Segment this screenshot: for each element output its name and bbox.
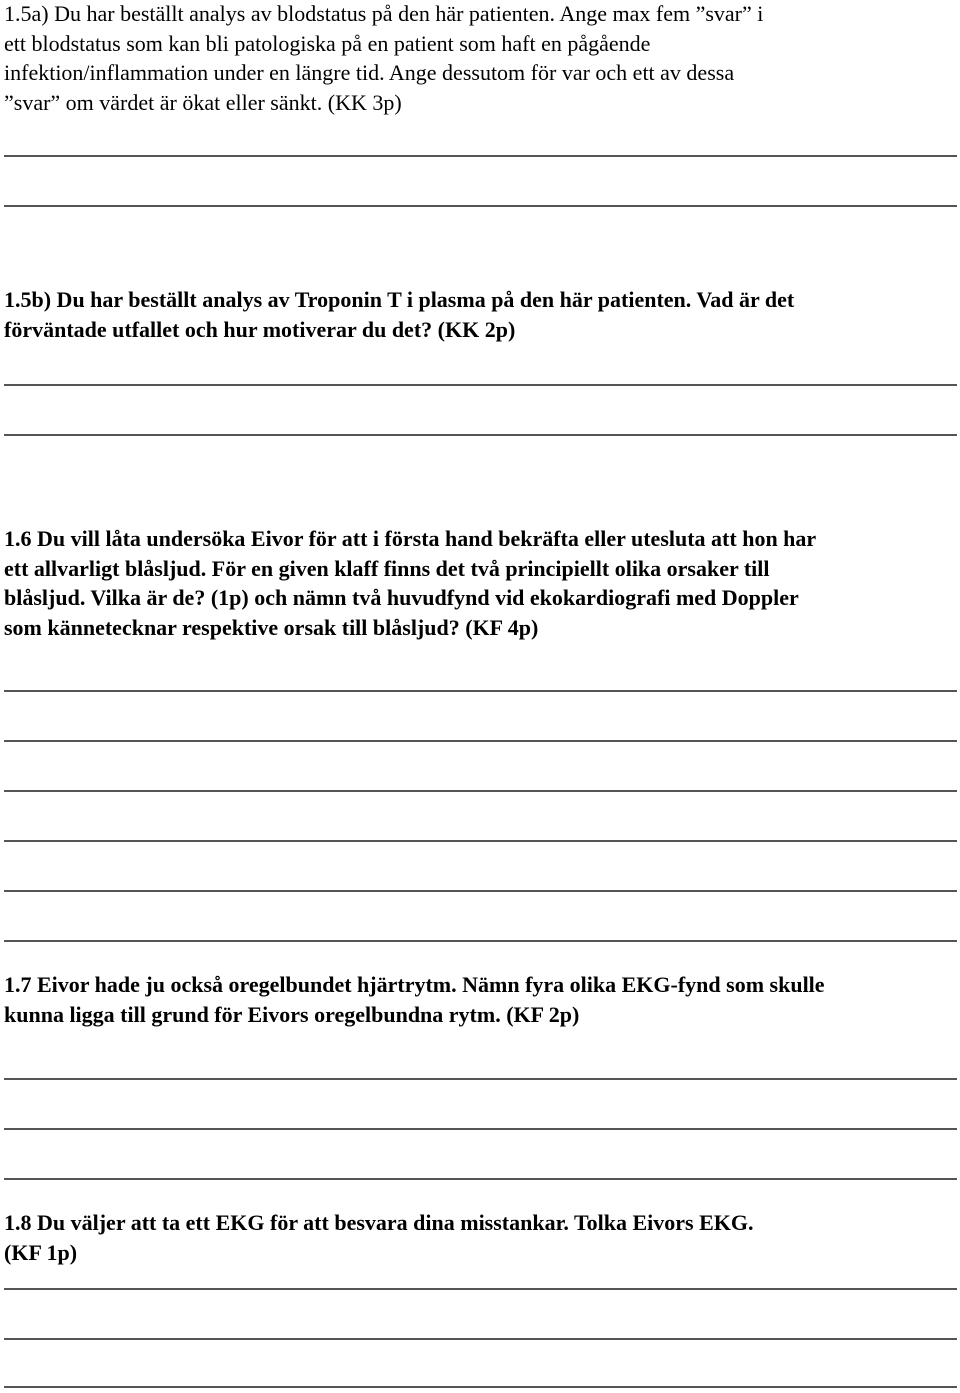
answer-line[interactable] [4, 690, 957, 692]
question-1-7 [4, 970, 954, 1029]
question-1-5a [4, 0, 954, 117]
answer-line[interactable] [4, 840, 957, 842]
answer-line[interactable] [4, 940, 957, 942]
question-text-line: ett allvarligt blåsljud. För en given klaff finns det två principiellt olika orsaker till [4, 555, 770, 581]
answer-line[interactable] [4, 1288, 957, 1290]
answer-line[interactable] [4, 740, 957, 742]
question-text-line: (KF 1p) [4, 1239, 78, 1265]
question-1-6 [4, 524, 954, 642]
question-text-line: 1.5a) Du har beställt analys av blodstatus på den här patienten. Ange max fem ”svar” i [4, 1, 764, 26]
question-text-line: 1.7 Eivor hade ju också oregelbundet hjärtrytm. Nämn fyra olika EKG-fynd som skulle [4, 972, 825, 997]
answer-line[interactable] [4, 1178, 957, 1180]
answer-line[interactable] [4, 790, 957, 792]
question-text-line: ett blodstatus som kan bli patologiska på en patient som haft en pågående [4, 30, 651, 56]
answer-line[interactable] [4, 1386, 957, 1388]
question-text-line: blåsljud. Vilka är de? (1p) och nämn två huvudfynd vid ekokardiografi med Doppler [4, 585, 799, 610]
question-text-line: ”svar” om värdet är ökat eller sänkt. (KK 3p) [4, 89, 402, 115]
answer-line[interactable] [4, 1338, 957, 1340]
question-text-line: 1.6 Du vill låta undersöka Eivor för att i första hand bekräfta eller utesluta att hon har [4, 526, 817, 551]
answer-line[interactable] [4, 205, 957, 207]
answer-line[interactable] [4, 384, 957, 386]
answer-line[interactable] [4, 155, 957, 157]
answer-line[interactable] [4, 1128, 957, 1130]
question-text-line: kunna ligga till grund för Eivors oregelbundna rytm. (KF 2p) [4, 1001, 580, 1027]
question-text-line: infektion/inflammation under en längre tid. Ange dessutom för var och ett av dessa [4, 60, 735, 85]
answer-line[interactable] [4, 434, 957, 436]
question-text-line: 1.5b) Du har beställt analys av Troponin T i plasma på den här patienten. Vad är det [4, 287, 795, 312]
question-1-8 [4, 1208, 954, 1267]
question-text-line: 1.8 Du väljer att ta ett EKG för att besvara dina misstankar. Tolka Eivors EKG. [4, 1210, 754, 1235]
answer-line[interactable] [4, 1078, 957, 1080]
question-text-line: förväntade utfallet och hur motiverar du det? (KK 2p) [4, 316, 516, 342]
question-1-5b [4, 285, 954, 344]
answer-line[interactable] [4, 890, 957, 892]
question-text-line: som kännetecknar respektive orsak till blåsljud? (KF 4p) [4, 614, 539, 640]
